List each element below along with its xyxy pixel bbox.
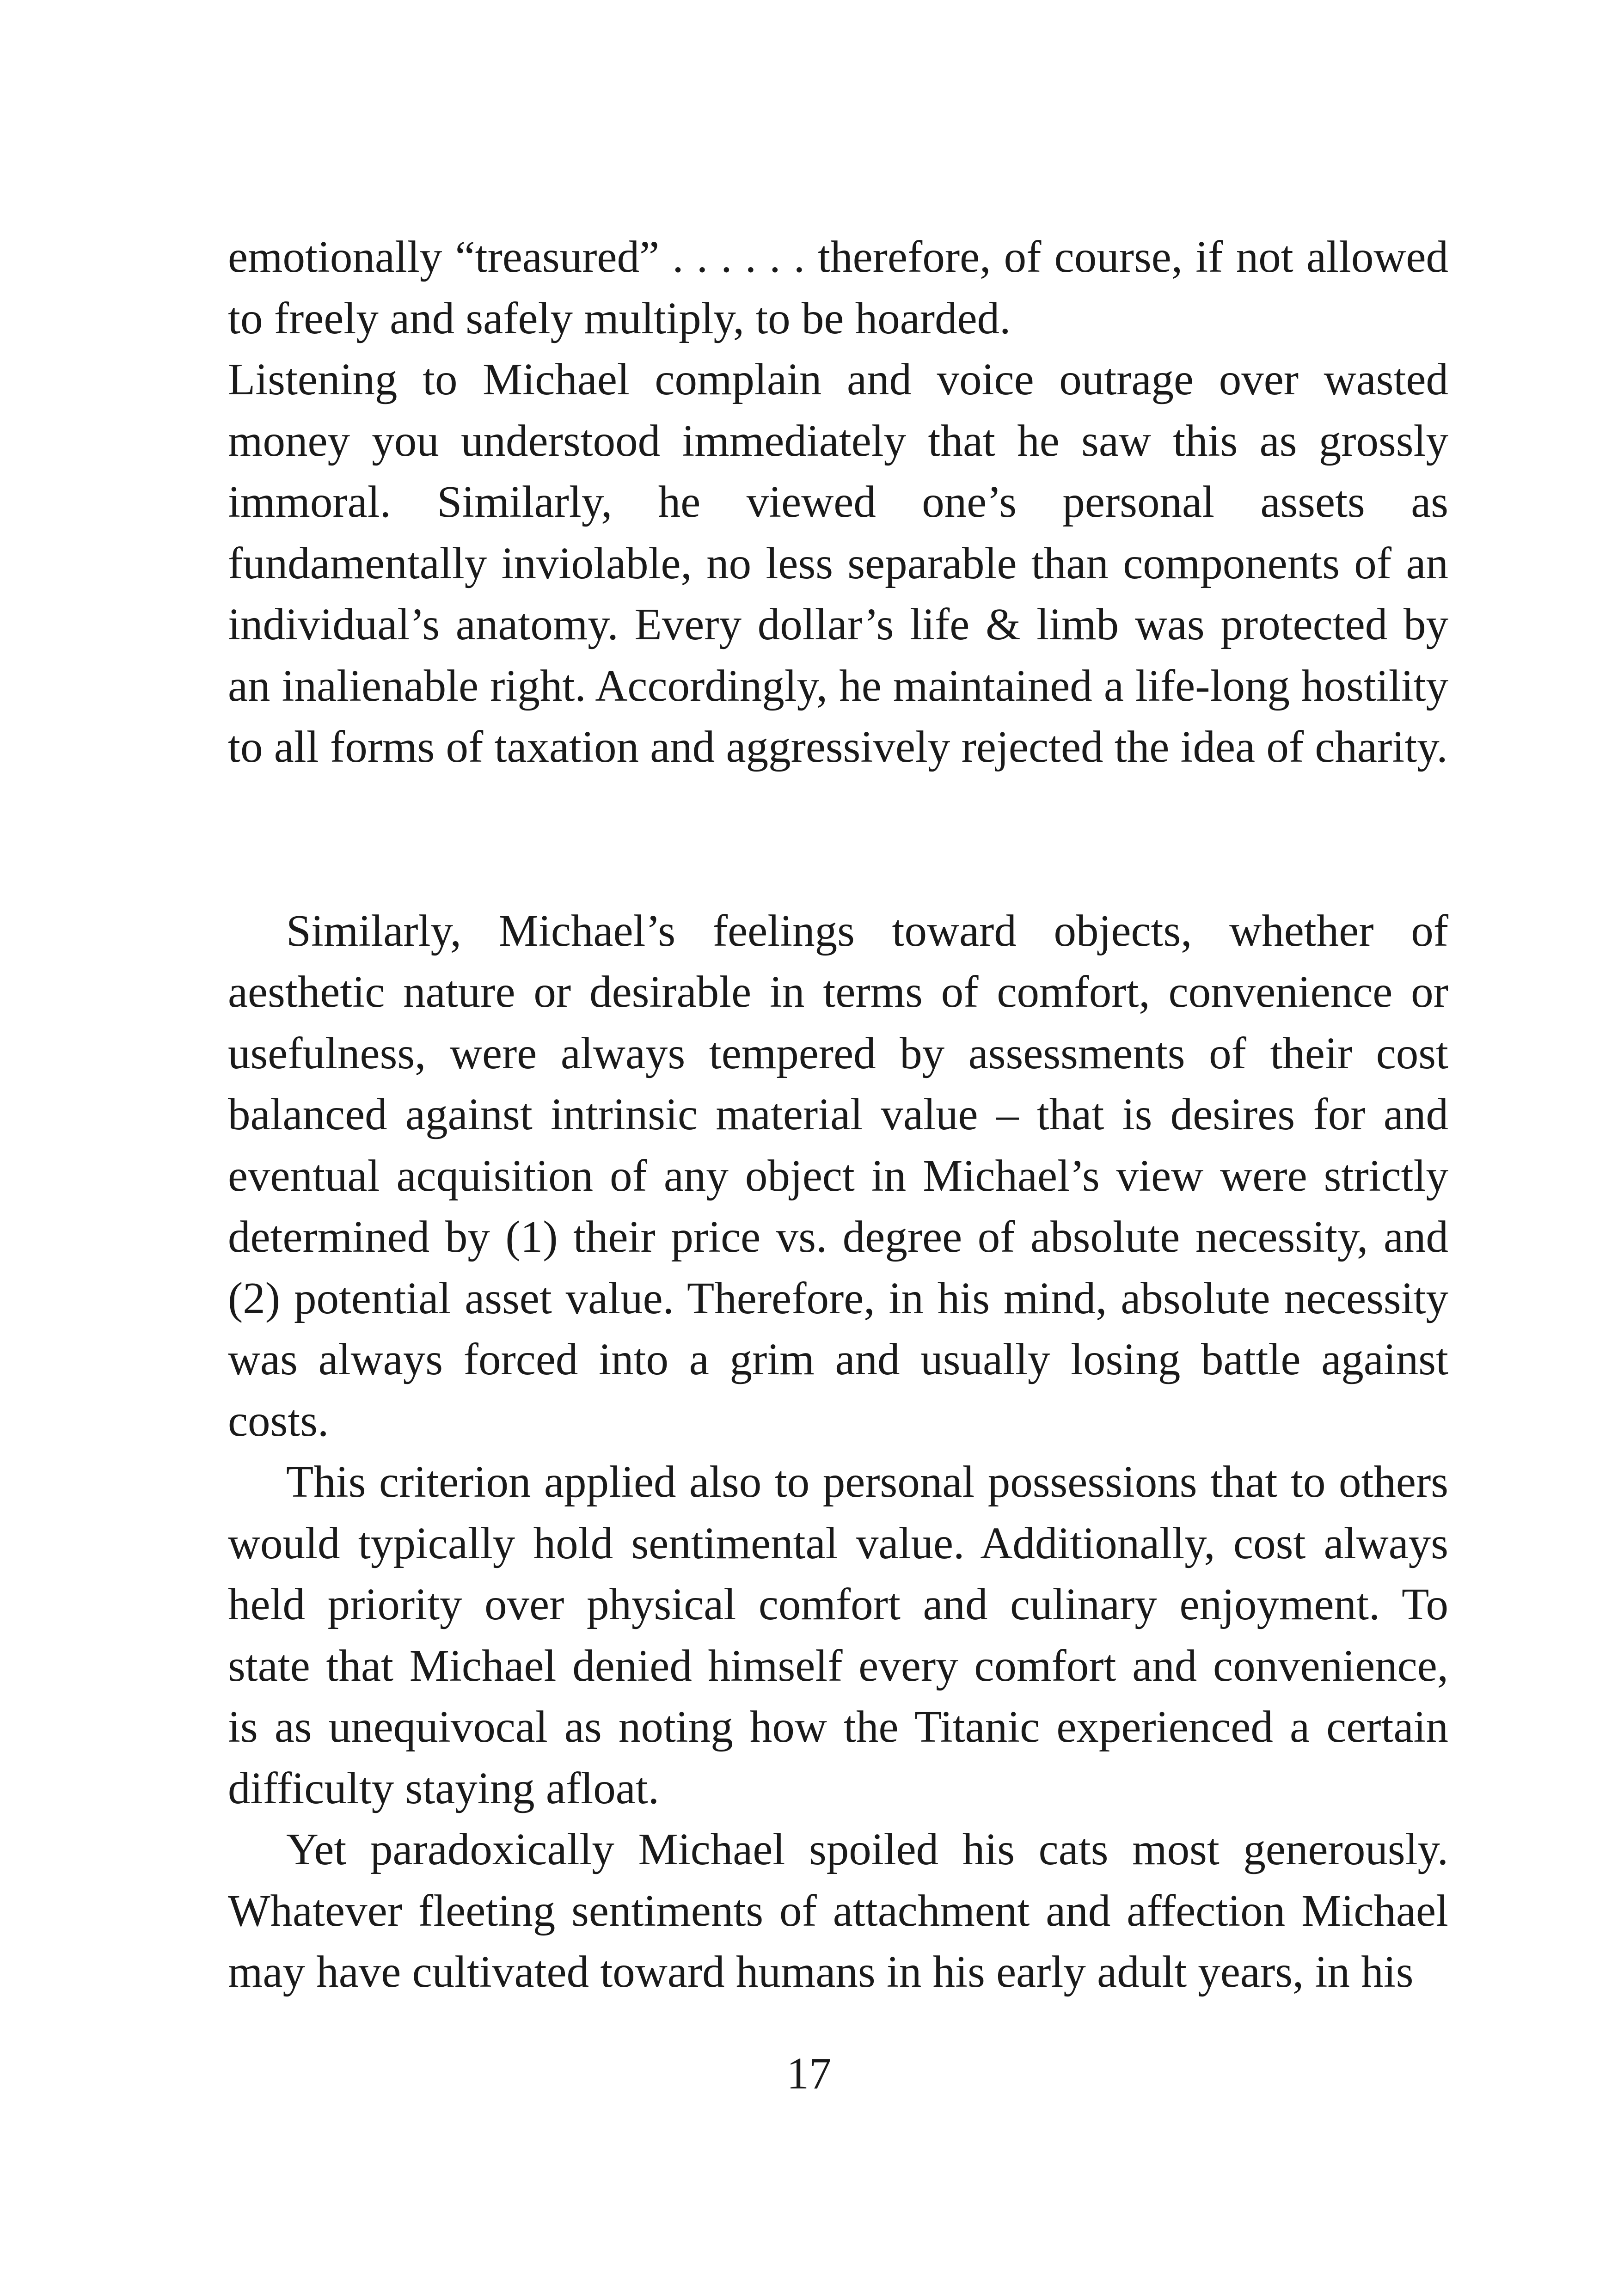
page-number: 17	[786, 2049, 832, 2098]
paragraph-continuation: emotionally “treasured” . . . . . . therefore, of course, if not allowed to freely and safely multiply, to be hoarded.	[228, 232, 1448, 343]
paragraph-criterion: This criterion applied also to personal possessions that to others would typically hold sentimental value. Additionally, cost always held priority over physical comfort and culinary enjoyment. To state that Michael denied himself every comfort and convenience, is as unequivocal as noting how the Titanic experienced a certain difficulty staying afloat.	[228, 1457, 1448, 1813]
paragraph-objects: Similarly, Michael’s feelings toward objects, whether of aesthetic nature or desirable in terms of comfort, convenience or usefulness, were always tempered by assessments of their cost balanced against intrinsic material value – that is desires for and eventual acquisition of any object in Michael’s view were strictly determined by (1) their price vs. degree of absolute necessity, and (2) potential asset value. Therefore, in his mind, absolute necessity was always forced into a grim and usually losing battle against costs.	[228, 906, 1448, 1445]
paragraph-wasted-money: Listening to Michael complain and voice outrage over wasted money you understood immediately that he saw this as grossly immoral. Similarly, he viewed one’s personal assets as fundamentally inviolable, no less separable than components of an individual’s anatomy. Every dollar’s life & limb was protected by an inalienable right. Accordingly, he maintained a life-long hostility to all forms of taxation and aggressively rejected the idea of charity.	[228, 355, 1448, 771]
paragraph-cats: Yet paradoxically Michael spoiled his cats most generously. Whatever fleeting sentiments of attachment and affection Michael may have cultivated toward humans in his early adult years, in his	[228, 1825, 1448, 1996]
body-text	[228, 227, 1448, 2003]
